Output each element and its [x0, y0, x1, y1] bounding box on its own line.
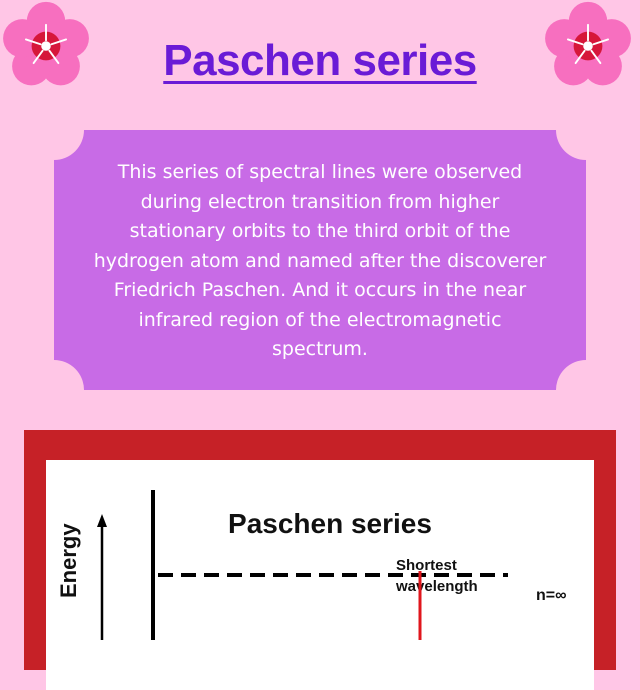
- annotation-line-1: Shortest: [396, 557, 457, 574]
- page-title-text: Paschen series: [163, 36, 477, 85]
- energy-axis-label: Energy: [56, 523, 81, 598]
- energy-level-label: n=∞: [536, 587, 567, 604]
- figure-title: Paschen series: [228, 508, 432, 539]
- description-text: This series of spectral lines were observed during electron transition from higher stationary orbits to the third orbit of the hydrogen atom and named after the discoverer Friedrich Paschen. And it occurs in the near infrared region of the electromagnetic spectrum.: [93, 161, 547, 360]
- annotation-line-2: wavelength: [396, 578, 478, 595]
- energy-arrow-head: [97, 514, 107, 527]
